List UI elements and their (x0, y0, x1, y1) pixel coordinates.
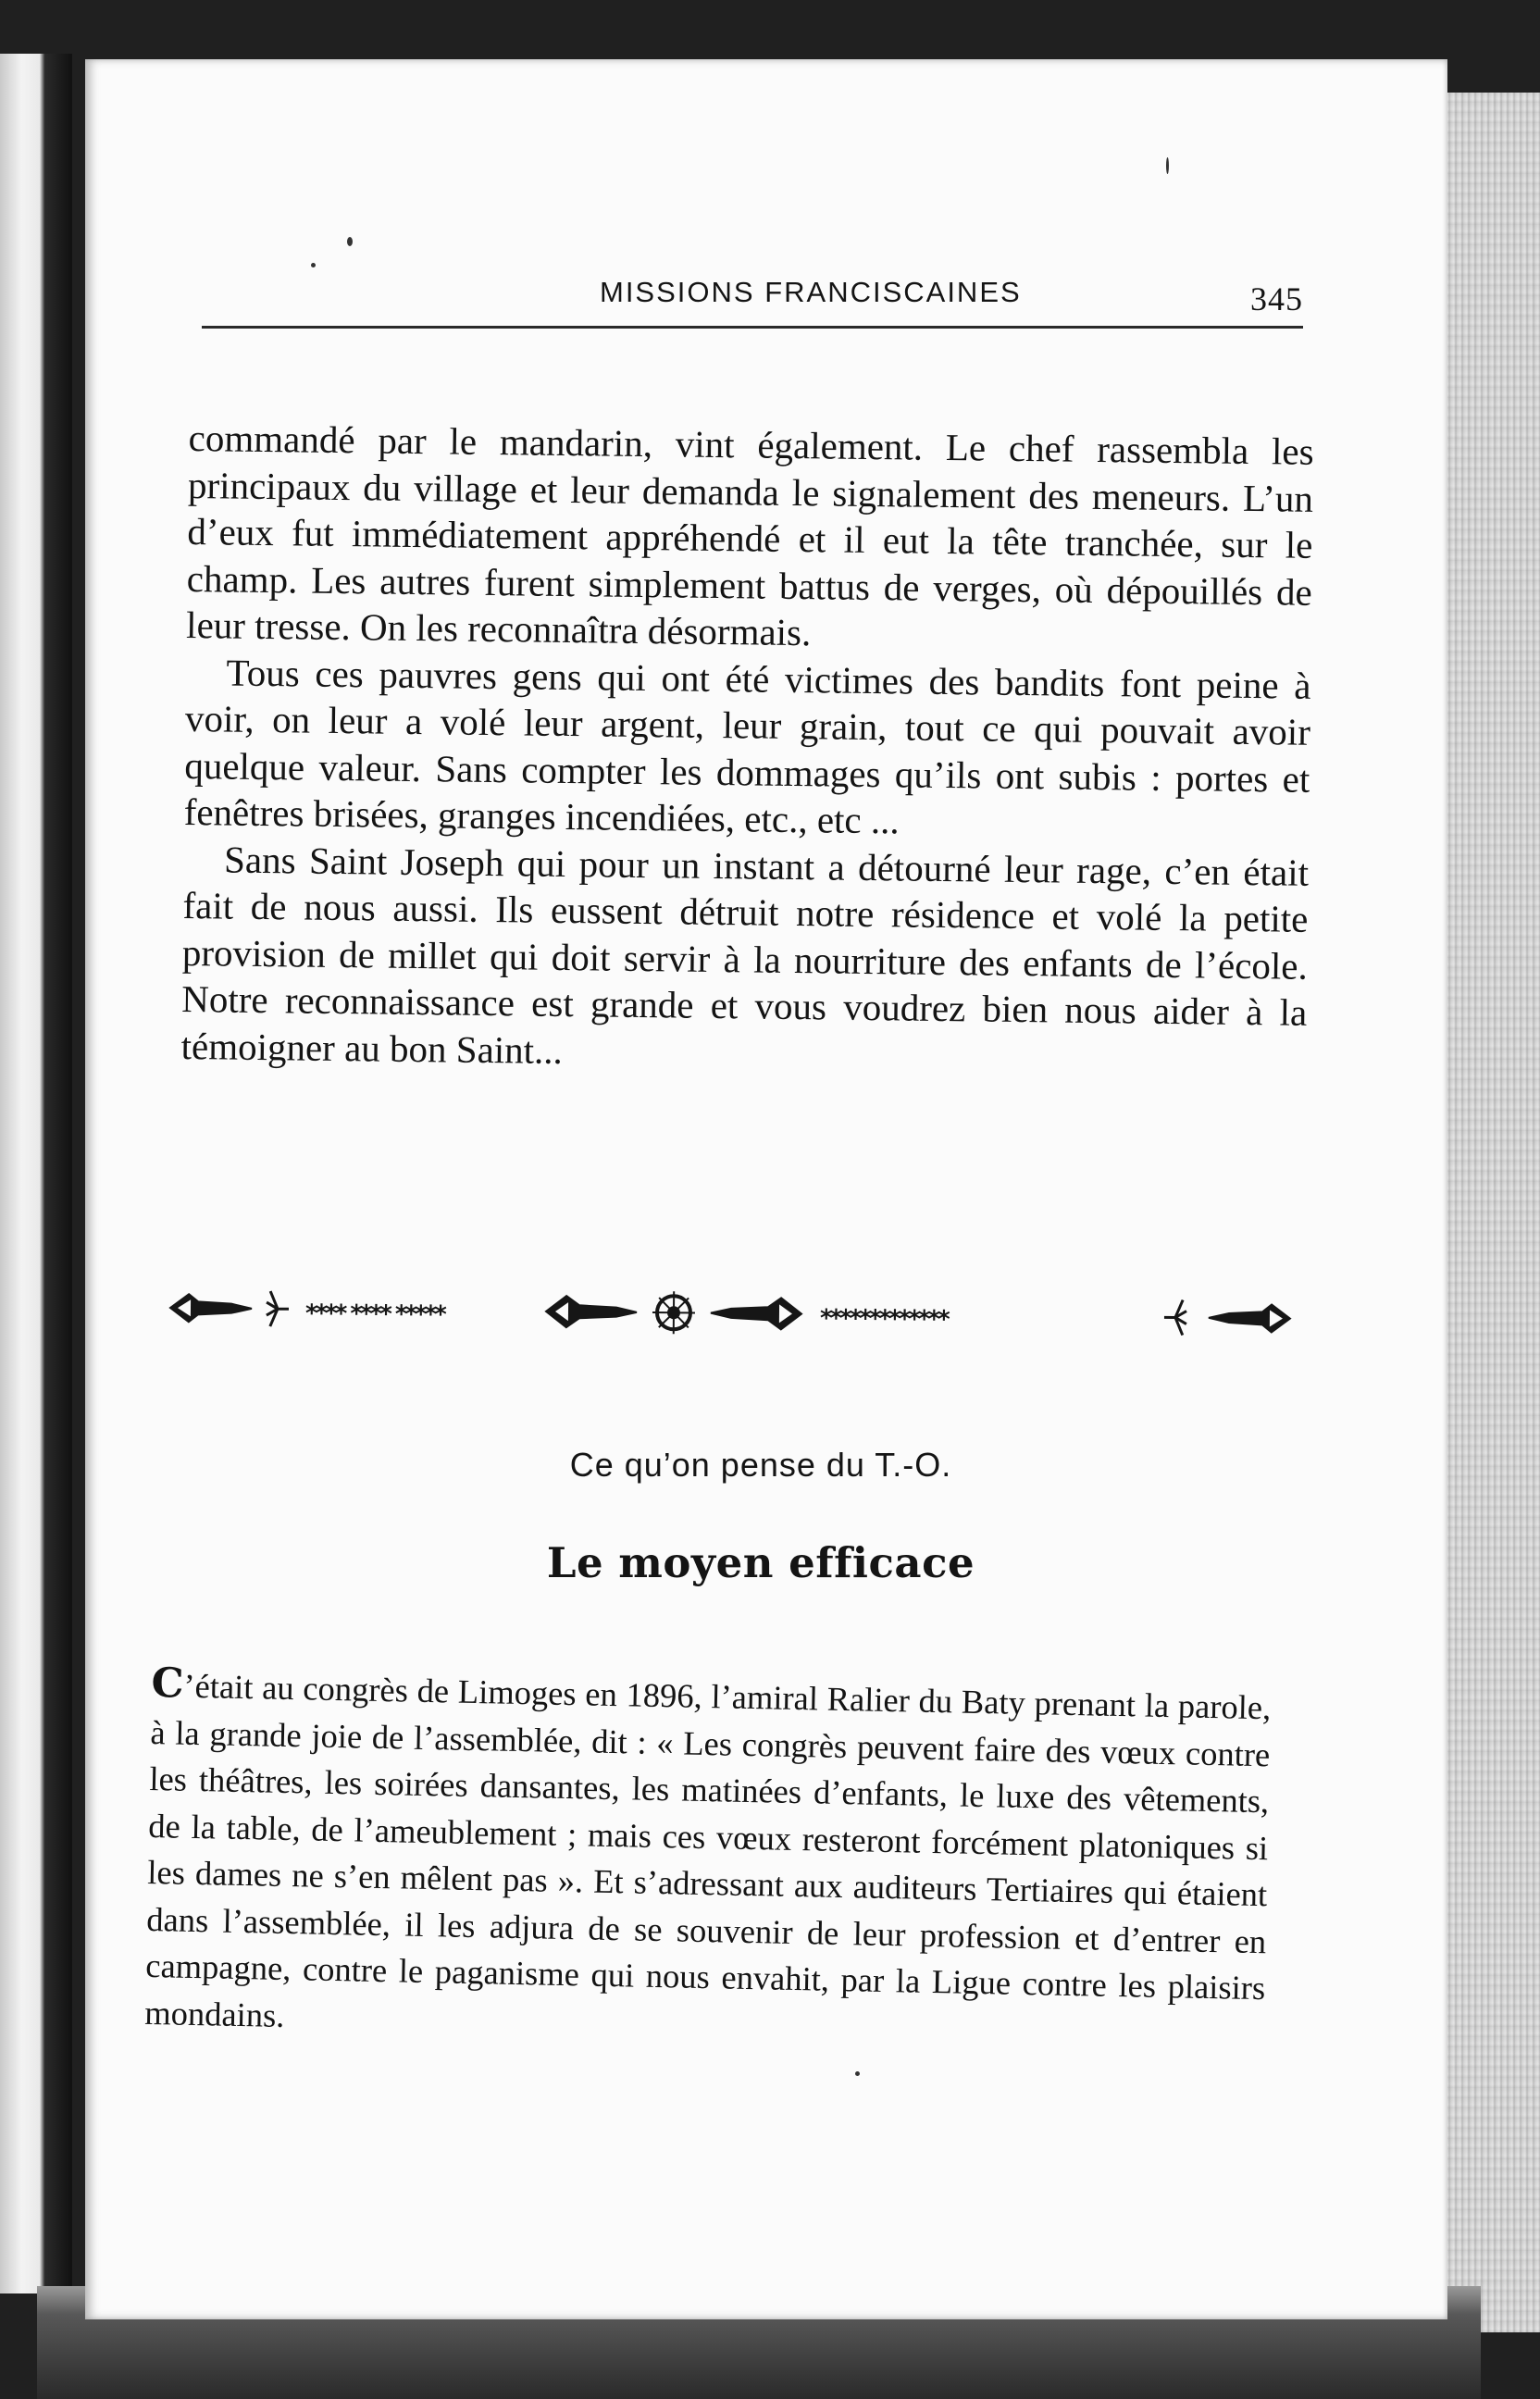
running-header (202, 268, 1303, 329)
book-page (85, 59, 1447, 2319)
article-paragraph-text: ’était au congrès de Limoges en 1896, l’amiral Ralier du Baty prenant la parole, à la grande joie de l’assemblée, dit : « Les congrès peuvent faire des vœux contre les théâtres, les soirées dansantes, les matinées d’enfants, le luxe des vêtements, de la table, de l’ameublement ; mais ces vœux resteront forcément platoniques si les dames ne s’en mêlent pas ». Et s’adressant aux auditeurs Tertiaires qui étaient dans l’assemblée, il les adjura de se souvenir de leur profession et d’entrer en campagne, contre le paganisme qui nous envahit, par la Ligue contre les plaisirs mondains. (143, 1666, 1272, 2034)
print-speck (311, 263, 316, 267)
body-paragraph: commandé par le mandarin, vint également. Le chef rassembla les principaux du village et leur demanda le signalement des meneurs. L’un d’eux fut immédiatement appréhendé et il eut la tête tranchée, sur le champ. Les autres furent simplement battus de verges, où dépouillés de leur tresse. On les reconnaîtra désormais. (185, 416, 1314, 654)
print-speck (855, 2071, 860, 2076)
running-title: MISSIONS FRANCISCAINES (600, 276, 1022, 308)
body-paragraph: Tous ces pauvres gens qui ont été victimes des bandits font peine à voir, on leur a volé leur argent, leur grain, tout ce qui pouvait avoir quelque valeur. Sans compter les dommages qu’ils ont subis : portes et fenêtres brisées, granges incendiées, etc., etc ... (183, 651, 1311, 842)
letter-continuation (180, 415, 1314, 1083)
book-binding (0, 54, 72, 2293)
print-speck (1166, 157, 1169, 174)
svg-text:**** **** *****: **** **** ***** (304, 1299, 444, 1329)
article-body (144, 1660, 1272, 2058)
article-paragraph (144, 1660, 1272, 2058)
decorative-ornament-divider (167, 1266, 1297, 1361)
section-heading: Ce qu’on pense du T.-O. (569, 1446, 952, 1484)
drop-cap: C (150, 1659, 185, 1708)
body-paragraph: Sans Saint Joseph qui pour un instant a détourné leur rage, c’en était fait de nous aussi. Ils eussent détruit notre résidence et volé la petite provision de millet qui doit servir à la nourriture des enfants de l’école. Notre reconnaissance est grande et vous voudrez bien nous aider à la témoigner au bon Saint... (180, 838, 1310, 1072)
page-number: 345 (1250, 280, 1303, 317)
ornament-divider-graphic (167, 1266, 1297, 1361)
article-title: Le moyen efficace (546, 1538, 975, 1587)
print-speck (347, 237, 353, 246)
svg-text:*************: ************* (819, 1304, 948, 1335)
